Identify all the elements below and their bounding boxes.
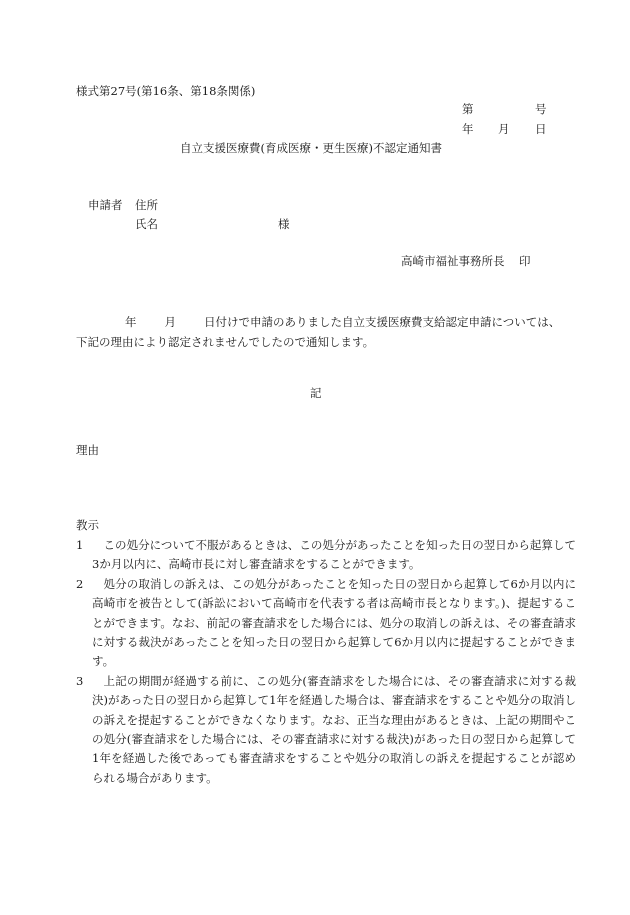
intro-year: 年 (125, 315, 137, 329)
date-year: 年 (462, 122, 474, 136)
doc-number-prefix: 第 (462, 102, 474, 116)
intro-line2: 下記の理由により認定されませんでしたので通知します。 (76, 334, 375, 349)
issuer-name: 高崎市福祉事務所長 (401, 254, 505, 268)
notice-item-number: 1 (76, 538, 84, 552)
page-title: 自立支援医療費(育成医療・更生医療)不認定通知書 (180, 141, 442, 155)
date-day: 日 (535, 122, 547, 136)
notice-item-3 (76, 672, 576, 788)
notice-item-2 (76, 575, 576, 672)
notice-item-text: この処分について不服があるときは、この処分があったことを知った日の翌日から起算して3か月以内に、高崎市長に対し審査請求をすることができます。 (92, 538, 576, 572)
notice-item-text: 処分の取消しの訴えは、この処分があったことを知った日の翌日から起算して6か月以内に高崎市を被告として(訴訟において高崎市を代表する者は高崎市長となります。)、提起することができます。なお、前記の審査請求をした場合には、処分の取消しの訴えは、その審査請求に対する裁決があったことを知った日の翌日から起算して6か月以内に提起することができます。 (92, 576, 576, 669)
name-label: 氏名 (135, 217, 158, 231)
doc-number-suffix: 号 (535, 102, 547, 116)
notice-item-1 (76, 536, 576, 575)
notice-item-text: 上記の期間が経過する前に、この処分(審査請求をした場合には、その審査請求に対する裁決)があった日の翌日から起算して1年を経過した場合は、審査請求をすることや処分の取消しの訴えを提起することができなくなります。なお、正当な理由があるときは、上記の期間やこの処分(審査請求をした場合には、その審査請求に対する裁決)があった日の翌日から起算して1年を経過した後であっても審査請求をすることや処分の取消しの訴えを提起することが認められる場合があります。 (92, 673, 576, 785)
notice-item-number: 3 (76, 673, 84, 688)
applicant-label: 申請者 (88, 198, 123, 212)
notice-item-number: 2 (76, 576, 84, 591)
notice-heading: 教示 (76, 518, 99, 532)
notice-intro (76, 313, 576, 352)
notice-list (76, 536, 576, 788)
reason-label: 理由 (76, 443, 99, 457)
honorific: 様 (278, 217, 290, 231)
intro-month: 月 (164, 315, 176, 329)
date-month: 月 (498, 122, 510, 136)
ki-marker: 記 (310, 386, 322, 400)
form-number-label: 様式第27号(第16条、第18条関係) (76, 84, 256, 98)
intro-line1: 日付けで申請のありました自立支援医療費支給認定申請については、 (204, 315, 561, 329)
address-label: 住所 (135, 198, 158, 212)
seal-mark: 印 (519, 254, 531, 268)
